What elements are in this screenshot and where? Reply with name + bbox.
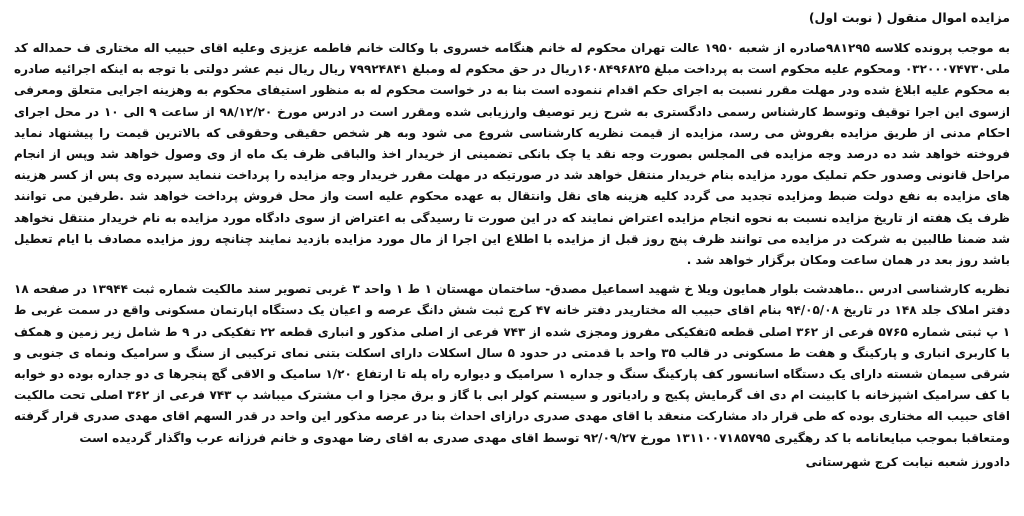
notice-paragraph-expert-opinion: نظریه کارشناسی ادرس ..ماهدشت بلوار همایون ویلا خ شهید اسماعیل مصدق- ساختمان مهستان ۱ ط ۱ واحد ۳ غربی تصویر سند مالکیت شماره ثبت ۱۳۹۴۴ در صفحه ۱۸ دفتر املاک جلد ۱۴۸ در تاریخ ۹۴/۰۵/۰۸ بنام اقای حبیب اله مختاریدر دفتر خانه ۴۷ کرج ثبت شش دانگ عرصه و اعیان یک دستگاه اپارتمان مسکونی واقع در سمت غربی ط ۱ پ ثبتی شماره ۵۷۶۵ فرعی از ۳۶۲ اصلی قطعه ۵تفکیکی مفروز ومجزی شده از ۷۴۳ فرعی از اصلی مذکور و انباری قطعه ۲۲ تفکیکی در ۹ ط شامل زیر زمین و همکف با کاربری انباری و پارکینگ و هفت ط مسکونی در قالب ۳۵ واحد با قدمتی در حدود ۵ سال اسکلات دارای اسکلت بتنی نمای ترکیبی از سنگ و سرامیک ونماه ی جنوبی و شرقی سیمان شسته دارای یک دستگاه اسانسور کف پارکینگ سنگ و جداره ۱ سرامیک و دیواره راه پله تا ارتفاع ۱/۲۰ سامیک و الاقی گچ پنجرها ی دو جداره بوده دو خوابه با کف سرامیک اشپزخانه با کابینت ام دی اف گرمایش پکیج و رادیاتور و سیستم کولر ابی با گاز و برق مجزا و اب مشترک میباشد پ ۷۴۳ فرعی از ۳۶۲ اصلی تحت مالکیت اقای حبیب اله مختاری بوده که طی قرار داد مشارکت منعقد با اقای مهدی صدری درازای احداث بنا در عرصه مذکور این واحد در قدر السهم اقای مهدی صدری قرار گرفته ومتعاقبا بموجب مبایعانامه با کد رهگیری ۱۳۱۱۰۰۷۱۸۵۷۹۵ مورخ ۹۲/۰۹/۲۷ توسط اقای مهدی صدری به اقای رضا مهدوی و خانم فرزانه عرب واگذار گردیده است xyxy=(14,282,1011,445)
notice-signature: دادورز شعبه نیابت کرج شهرستانی xyxy=(805,454,1010,469)
notice-paragraph-terms: به موجب پرونده کلاسه ۹۸۱۲۹۵صادره از شعبه ۱۹۵۰ عالت تهران محکوم له خانم هنگامه خسروی با وکالت خانم فاطمه عزیزی وعلیه اقای حبیب اله مختاری ف حمداله کد ملی۰۳۲۰۰۰۷۴۷۳۰ ومحکوم علیه محکوم است به پرداخت مبلغ ۱۶۰۸۴۹۶۸۲۵ریال در حق محکوم له ومبلغ ۷۹۹۲۴۸۴۱ ریال ریال نیم عشر دولتی با توجه به اینکه اجرائیه صادره به محکوم علیه ابلاغ شده ودر مهلت مقرر نسبت به اجرای حکم اقدام ننموده است بنا به در خواست محکوم له به منظور استیفای محکوم به وهزینه اجرایی متعلق ومعرفی ازسوی این اجرا توقیف وتوسط کارشناس رسمی دادگستری به شرح زیر توصیف وارزیابی شده ومقرر است در ادرس مورخ ۹۸/۱۲/۲۰ از ساعت ۹ الی ۱۰ در محل اجرای احکام مدنی از طریق مزایده بفروش می رسد، مزایده از قیمت نظریه کارشناسی شروع می شود وبه هر شخص حقیقی وحقوقی که بالاترین قیمت را پیشنهاد نماید فروخته خواهد شد ده درصد وجه مزایده فی المجلس بصورت وجه نقد یا چک بانکی تضمینی از خریدار اخذ والباقی ظرف یک ماه از وی وصول خواهد شد وپس از انجام مراحل قانونی وصدور حکم تملیک مورد مزایده بنام خریدار منتقل خواهد شد در صورتیکه در مهلت مقرر خریدار وجه مزایده را پرداخت ننماید سپرده وی پس از کسر هزینه های مزایده به نفع دولت ضبط ومزایده تجدید می گردد کلیه هزینه های نقل وانتقال به عهده محکوم علیه است واز محل فروش پرداخت خواهد شد .طرفین می توانند ظرف یک هفته از تاریخ مزایده نسبت به نحوه انجام مزایده اعتراض نمایند که در این صورت تا رسیدگی به اعتراض از سوی دادگاه مورد مزایده به نام خریدار منتقل نخواهد شد ضمنا طالبین به شرکت در مزایده می توانند ظرف پنج روز قبل از مزایده با اطلاع این اجرا از مال مورد مزایده بازدید نمایند چنانچه روز مزایده مصادف با ایام تعطیل باشد روز بعد در همان ساعت ومکان برگزار خواهد شد . xyxy=(14,41,1011,268)
notice-title: مزایده اموال منقول ( نوبت اول) xyxy=(808,10,1010,25)
